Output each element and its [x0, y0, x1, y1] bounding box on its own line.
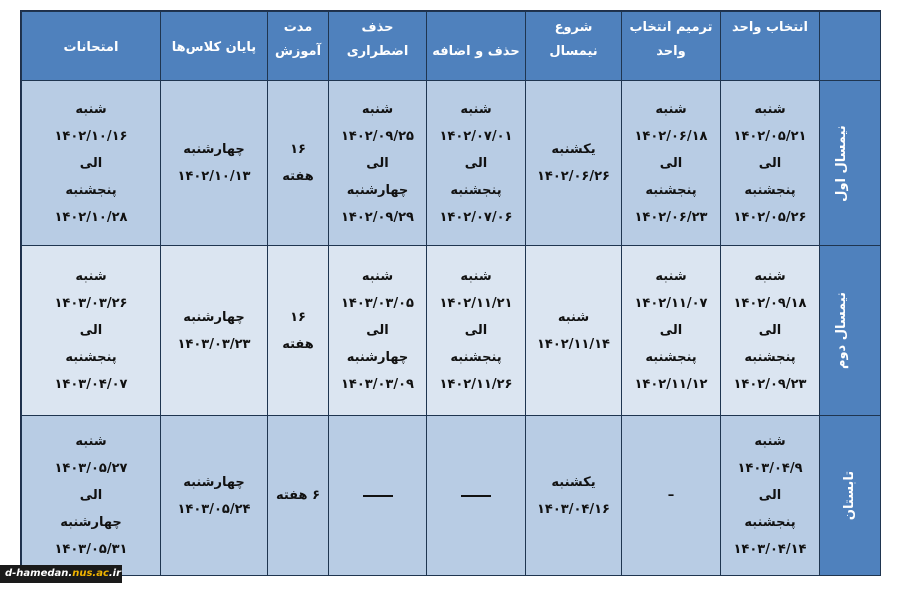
header-add-drop — [427, 12, 526, 81]
cell-line: شنبه — [75, 101, 107, 117]
cell-unit-selection — [721, 246, 820, 416]
cell-line: ۱۴۰۲/۱۱/۲۶ — [439, 377, 513, 392]
empty-dash — [363, 495, 393, 497]
cell-adjust-selection — [622, 416, 721, 576]
cell-line: ۱۴۰۳/۰۳/۲۶ — [54, 296, 128, 311]
cell-line: یکشنبه — [551, 474, 596, 490]
cell-line: الی — [79, 323, 103, 338]
header-classes-end — [161, 12, 268, 81]
cell-exams — [22, 81, 161, 246]
row-label-first-semester — [820, 81, 881, 246]
cell-duration — [268, 246, 329, 416]
cell-semester-start — [526, 81, 622, 246]
empty-dash — [461, 495, 491, 497]
cell-line: ۱۴۰۲/۱۱/۱۴ — [537, 336, 610, 352]
cell-line: – — [667, 488, 675, 503]
cell-line: الی — [366, 155, 389, 171]
row-label-summer — [820, 416, 881, 576]
cell-line: شنبه — [75, 434, 107, 449]
cell-line: ۱۴۰۲/۰۷/۰۶ — [439, 209, 513, 225]
header-duration — [268, 12, 329, 81]
calendar-frame — [20, 10, 881, 576]
cell-line: ۱۴۰۲/۰۹/۲۳ — [733, 377, 807, 392]
site-watermark — [0, 565, 122, 583]
table-row-summer — [22, 416, 881, 576]
cell-line: شنبه — [460, 269, 492, 284]
cell-line: هفته — [282, 336, 314, 352]
cell-line: ۱۴۰۳/۰۳/۰۹ — [341, 377, 414, 392]
cell-line: الی — [464, 323, 488, 338]
header-emergency-drop-line1: حذف — [361, 20, 394, 35]
header-semester-start-line2: نیمسال — [549, 44, 598, 59]
cell-line: ۱۴۰۳/۰۳/۲۳ — [177, 336, 251, 352]
cell-line: ۱۴۰۳/۰۵/۲۴ — [177, 501, 251, 517]
table-row-second-semester — [22, 246, 881, 416]
cell-line: چهارشنبه — [183, 142, 245, 157]
cell-line: ۱۴۰۲/۱۰/۱۳ — [177, 169, 251, 184]
header-add-drop-label: حذف و اضافه — [432, 44, 520, 59]
cell-line: الی — [659, 155, 683, 171]
cell-line: چهارشنبه — [346, 350, 409, 365]
cell-duration — [268, 81, 329, 246]
cell-line: ۱۴۰۲/۰۶/۱۸ — [634, 128, 708, 144]
cell-line: ۱۴۰۲/۰۹/۱۸ — [733, 296, 807, 311]
cell-line: پنجشنبه — [450, 350, 502, 365]
cell-line: الی — [758, 323, 782, 338]
watermark-accent: nus.ac — [72, 568, 109, 579]
cell-emergency-drop — [329, 246, 427, 416]
header-adjust-selection — [622, 12, 721, 81]
cell-line: پنجشنبه — [645, 350, 697, 365]
header-exams — [22, 12, 161, 81]
header-exams-label: امتحانات — [63, 40, 119, 55]
cell-add-drop — [427, 416, 526, 576]
cell-line: ۱۴۰۳/۰۳/۰۵ — [341, 296, 414, 311]
row-label-text: تابستان — [842, 470, 858, 521]
cell-line: ۱۶ — [290, 309, 306, 325]
cell-line: شنبه — [754, 269, 786, 284]
cell-emergency-drop — [329, 81, 427, 246]
cell-line: ۱۴۰۳/۰۴/۹ — [737, 461, 803, 476]
row-label-second-semester — [820, 246, 881, 416]
cell-line: شنبه — [75, 269, 107, 284]
cell-line: یکشنبه — [551, 142, 596, 157]
cell-unit-selection — [721, 416, 820, 576]
header-adjust-selection-line2: واحد — [656, 44, 686, 59]
cell-line: ۱۴۰۲/۱۰/۱۶ — [54, 128, 128, 144]
cell-add-drop — [427, 81, 526, 246]
cell-line: پنجشنبه — [744, 350, 796, 365]
cell-line: ۱۴۰۲/۰۵/۲۶ — [733, 209, 807, 225]
table-row-first-semester — [22, 81, 881, 246]
cell-line: ۱۴۰۲/۰۶/۲۶ — [537, 169, 610, 184]
cell-line: ۶ هفته — [275, 488, 321, 503]
watermark-prefix: d-hamedan. — [5, 568, 73, 579]
cell-duration — [268, 416, 329, 576]
cell-emergency-drop — [329, 416, 427, 576]
cell-adjust-selection — [622, 81, 721, 246]
cell-line: الی — [758, 488, 782, 503]
cell-line: ۱۶ — [290, 142, 306, 157]
header-row — [22, 12, 881, 81]
cell-line: پنجشنبه — [645, 182, 697, 198]
watermark-suffix: .ir — [108, 568, 122, 579]
cell-classes-end — [161, 416, 268, 576]
academic-calendar-table — [21, 11, 881, 576]
cell-line: شنبه — [361, 269, 394, 284]
cell-line: ۱۴۰۳/۰۴/۰۷ — [54, 377, 128, 392]
cell-line: هفته — [282, 169, 314, 184]
cell-line: الی — [366, 323, 389, 338]
cell-line: ۱۴۰۳/۰۴/۱۶ — [537, 501, 610, 517]
row-label-text: نیمسال اول — [834, 124, 850, 202]
row-label-text: نیمسال دوم — [833, 291, 849, 370]
cell-line: الی — [758, 155, 782, 171]
cell-line: الی — [79, 488, 103, 503]
cell-line: ۱۴۰۲/۱۰/۲۸ — [54, 209, 128, 225]
cell-line: چهارشنبه — [183, 474, 245, 490]
header-adjust-selection-line1: ترمیم انتخاب — [629, 20, 713, 35]
cell-line: شنبه — [361, 101, 394, 117]
cell-line: پنجشنبه — [450, 182, 502, 198]
header-duration-line2: آموزش — [274, 44, 322, 59]
header-semester-start — [526, 12, 622, 81]
cell-line: ۱۴۰۳/۰۴/۱۴ — [733, 542, 807, 557]
cell-line: شنبه — [655, 101, 687, 117]
cell-line: چهارشنبه — [183, 309, 245, 325]
cell-unit-selection — [721, 81, 820, 246]
header-duration-line1: مدت — [283, 20, 313, 35]
cell-line: ۱۴۰۲/۰۹/۲۹ — [341, 209, 414, 225]
cell-line: ۱۴۰۲/۱۱/۲۱ — [439, 296, 513, 311]
cell-line: چهارشنبه — [346, 182, 409, 198]
cell-line: ۱۴۰۲/۰۵/۲۱ — [733, 128, 807, 144]
cell-line: ۱۴۰۲/۰۶/۲۳ — [634, 209, 708, 225]
cell-line: شنبه — [754, 101, 786, 117]
cell-line: چهارشنبه — [60, 515, 122, 530]
cell-line: ۱۴۰۲/۰۹/۲۵ — [341, 128, 414, 144]
cell-exams — [22, 416, 161, 576]
cell-line: ۱۴۰۲/۰۷/۰۱ — [439, 128, 513, 144]
header-corner — [820, 12, 881, 81]
cell-line: شنبه — [655, 269, 687, 284]
cell-exams — [22, 246, 161, 416]
cell-line: الی — [79, 155, 103, 171]
cell-line: الی — [659, 323, 683, 338]
cell-classes-end — [161, 81, 268, 246]
cell-line: الی — [464, 155, 488, 171]
cell-line: ۱۴۰۳/۰۵/۲۷ — [54, 461, 128, 476]
header-unit-selection-label: انتخاب واحد — [732, 20, 808, 35]
cell-line: پنجشنبه — [744, 182, 796, 198]
cell-line: شنبه — [557, 309, 590, 325]
cell-adjust-selection — [622, 246, 721, 416]
cell-classes-end — [161, 246, 268, 416]
cell-line: پنجشنبه — [65, 182, 117, 198]
cell-line: ۱۴۰۲/۱۱/۱۲ — [634, 377, 708, 392]
header-emergency-drop-line2: اضطراری — [346, 44, 409, 59]
header-unit-selection — [721, 12, 820, 81]
header-classes-end-label: پایان کلاس‌ها — [171, 40, 257, 55]
cell-line: ۱۴۰۲/۱۱/۰۷ — [634, 296, 708, 311]
cell-line: شنبه — [460, 101, 492, 117]
cell-semester-start — [526, 246, 622, 416]
header-emergency-drop — [329, 12, 427, 81]
cell-line: ۱۴۰۳/۰۵/۳۱ — [54, 542, 128, 557]
cell-line: شنبه — [754, 434, 786, 449]
header-semester-start-line1: شروع — [554, 20, 593, 35]
cell-line: پنجشنبه — [744, 515, 796, 530]
cell-semester-start — [526, 416, 622, 576]
cell-line: پنجشنبه — [65, 350, 117, 365]
cell-add-drop — [427, 246, 526, 416]
